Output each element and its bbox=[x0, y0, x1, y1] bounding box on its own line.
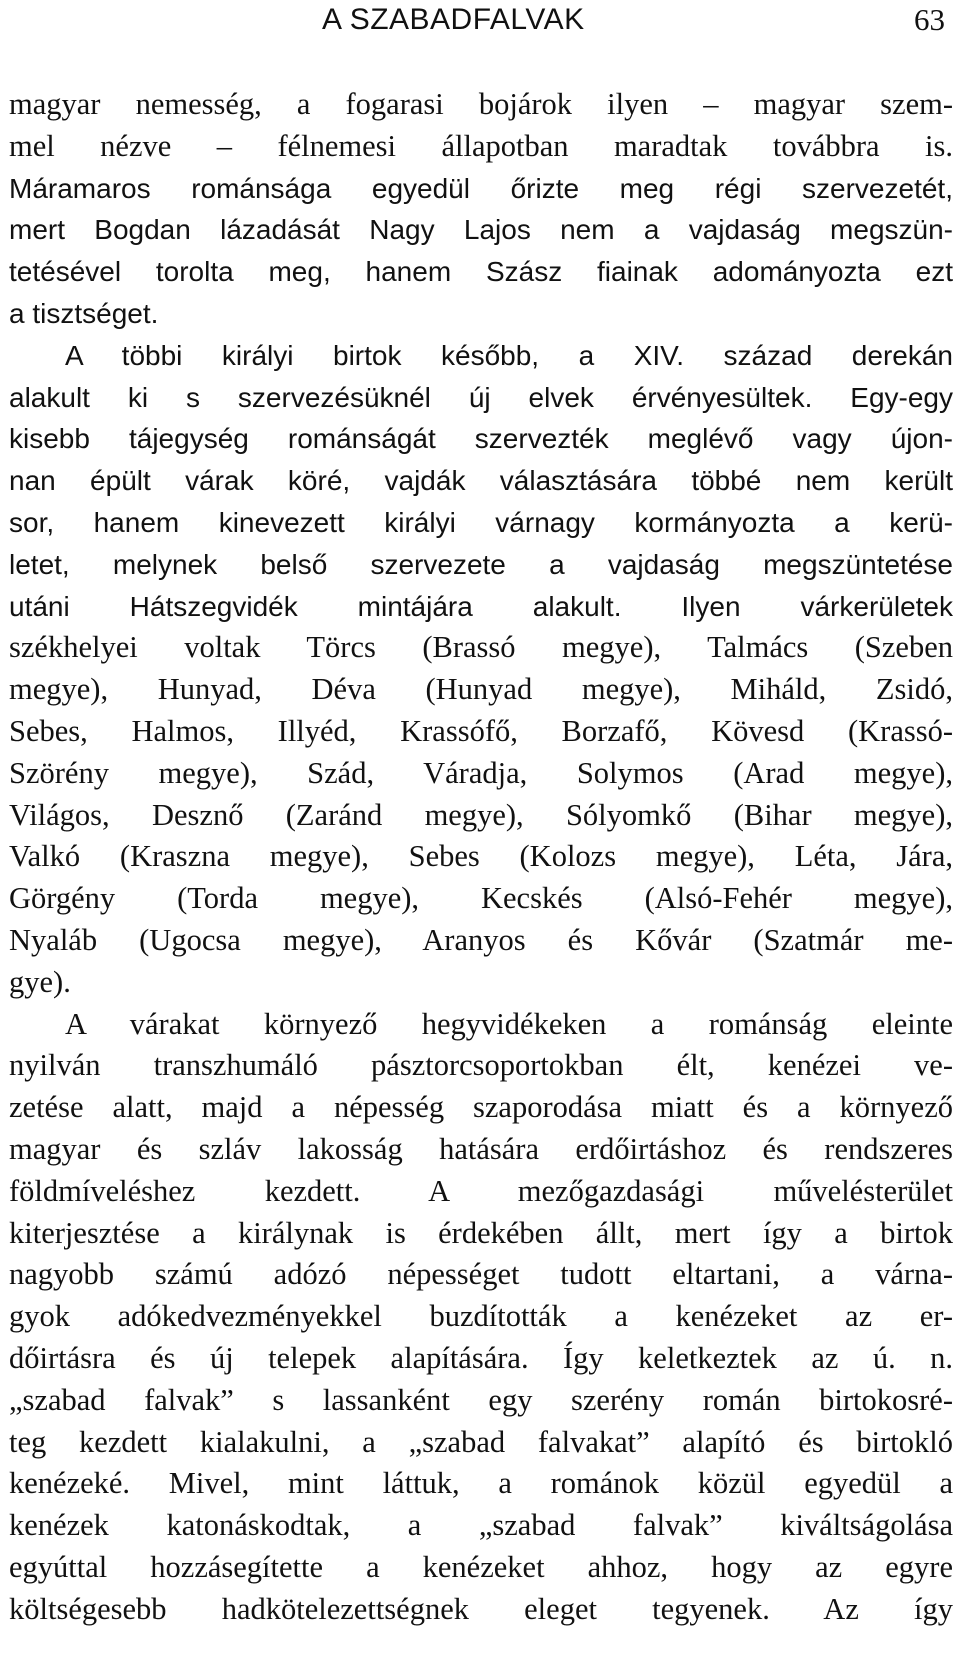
text-line: székhelyei voltak Törcs (Brassó megye), Talmács (Szeben bbox=[9, 630, 953, 665]
text-line: Sebes, Halmos, Illyéd, Krassófő, Borzafő, Kövesd (Krassó- bbox=[9, 714, 953, 748]
text-line: Valkó (Kraszna megye), Sebes (Kolozs megye), Léta, Jára, bbox=[9, 839, 953, 874]
text-line: Máramaros románsága egyedül őrizte meg régi szervezetét, bbox=[9, 172, 953, 204]
text-line: Szörény megye), Szád, Váradja, Solymos (Arad megye), bbox=[9, 755, 953, 790]
text-line: Görgény (Torda megye), Kecskés (Alsó-Fehér megye), bbox=[9, 881, 953, 916]
text-line: kenézeké. Mivel, mint láttuk, a románok közül egyedül a bbox=[9, 1466, 953, 1501]
text-line: kisebb tájegység románságát szervezték meglévő vagy újon- bbox=[9, 423, 953, 455]
text-line: zetése alatt, majd a népesség szaporodása miatt és a környező bbox=[9, 1090, 953, 1125]
text-line: költségesebb hadkötelezettségnek eleget tegyenek. Az így bbox=[9, 1591, 953, 1626]
text-line: gye). bbox=[9, 964, 71, 999]
text-line: kenézek katonáskodtak, a „szabad falvak” kiváltságolása bbox=[9, 1508, 953, 1543]
text-line: alakult ki s szervezésüknél új elvek érvényesültek. Egy-egy bbox=[9, 381, 953, 413]
text-line: mert Bogdan lázadását Nagy Lajos nem a vajdaság megszün- bbox=[9, 214, 953, 246]
text-line: gyok adókedvezményekkel buzdították a kenézeket az er- bbox=[9, 1299, 953, 1334]
text-line: tetésével torolta meg, hanem Szász fiainak adományozta ezt bbox=[9, 256, 953, 288]
text-line: letet, melynek belső szervezete a vajdaság megszüntetése bbox=[9, 548, 953, 580]
text-line: A várakat környező hegyvidékeken a románság eleinte bbox=[65, 1006, 953, 1041]
text-line: nyilván transzhumáló pásztorcsoportokban élt, kenézei ve- bbox=[9, 1048, 953, 1083]
text-line: földmíveléshez kezdett. A mezőgazdasági művelésterület bbox=[9, 1173, 953, 1208]
text-line: „szabad falvak” s lassanként egy szerény román birtokosré- bbox=[9, 1382, 953, 1417]
text-line: megye), Hunyad, Déva (Hunyad megye), Miháld, Zsidó, bbox=[9, 672, 953, 707]
text-line: magyar nemesség, a fogarasi bojárok ilyen – magyar szem- bbox=[9, 87, 953, 121]
text-line: magyar és szláv lakosság hatására erdőirtáshoz és rendszeres bbox=[9, 1132, 953, 1166]
text-line: sor, hanem kinevezett királyi várnagy kormányozta a kerü- bbox=[9, 507, 953, 538]
running-title: A SZABADFALVAK bbox=[322, 3, 585, 36]
text-line: Nyaláb (Ugocsa megye), Aranyos és Kővár (Szatmár me- bbox=[9, 923, 953, 957]
text-line: A többi királyi birtok később, a XIV. század derekán bbox=[65, 339, 953, 371]
text-line: mel nézve – félnemesi állapotban maradtak továbbra is. bbox=[9, 128, 953, 163]
text-line: egyúttal hozzásegítette a kenézeket ahhoz, hogy az egyre bbox=[9, 1550, 953, 1584]
text-line: dőirtásra és új telepek alapítására. Így keletkeztek az ú. n. bbox=[9, 1341, 953, 1375]
text-line: kiterjesztése a királynak is érdekében állt, mert így a birtok bbox=[9, 1215, 953, 1250]
text-line: teg kezdett kialakulni, a „szabad falvakat” alapító és birtokló bbox=[9, 1424, 953, 1459]
text-line: nagyobb számú adózó népességet tudott eltartani, a várna- bbox=[9, 1257, 953, 1292]
text-line: Világos, Desznő (Zaránd megye), Sólyomkő (Bihar megye), bbox=[9, 797, 953, 832]
text-line: utáni Hátszegvidék mintájára alakult. Ilyen várkerületek bbox=[9, 590, 953, 622]
text-line: nan épült várak köré, vajdák választására többé nem került bbox=[9, 465, 953, 497]
text-line: a tisztséget. bbox=[9, 298, 159, 329]
page-number: 63 bbox=[914, 2, 945, 37]
page-header bbox=[0, 0, 960, 40]
